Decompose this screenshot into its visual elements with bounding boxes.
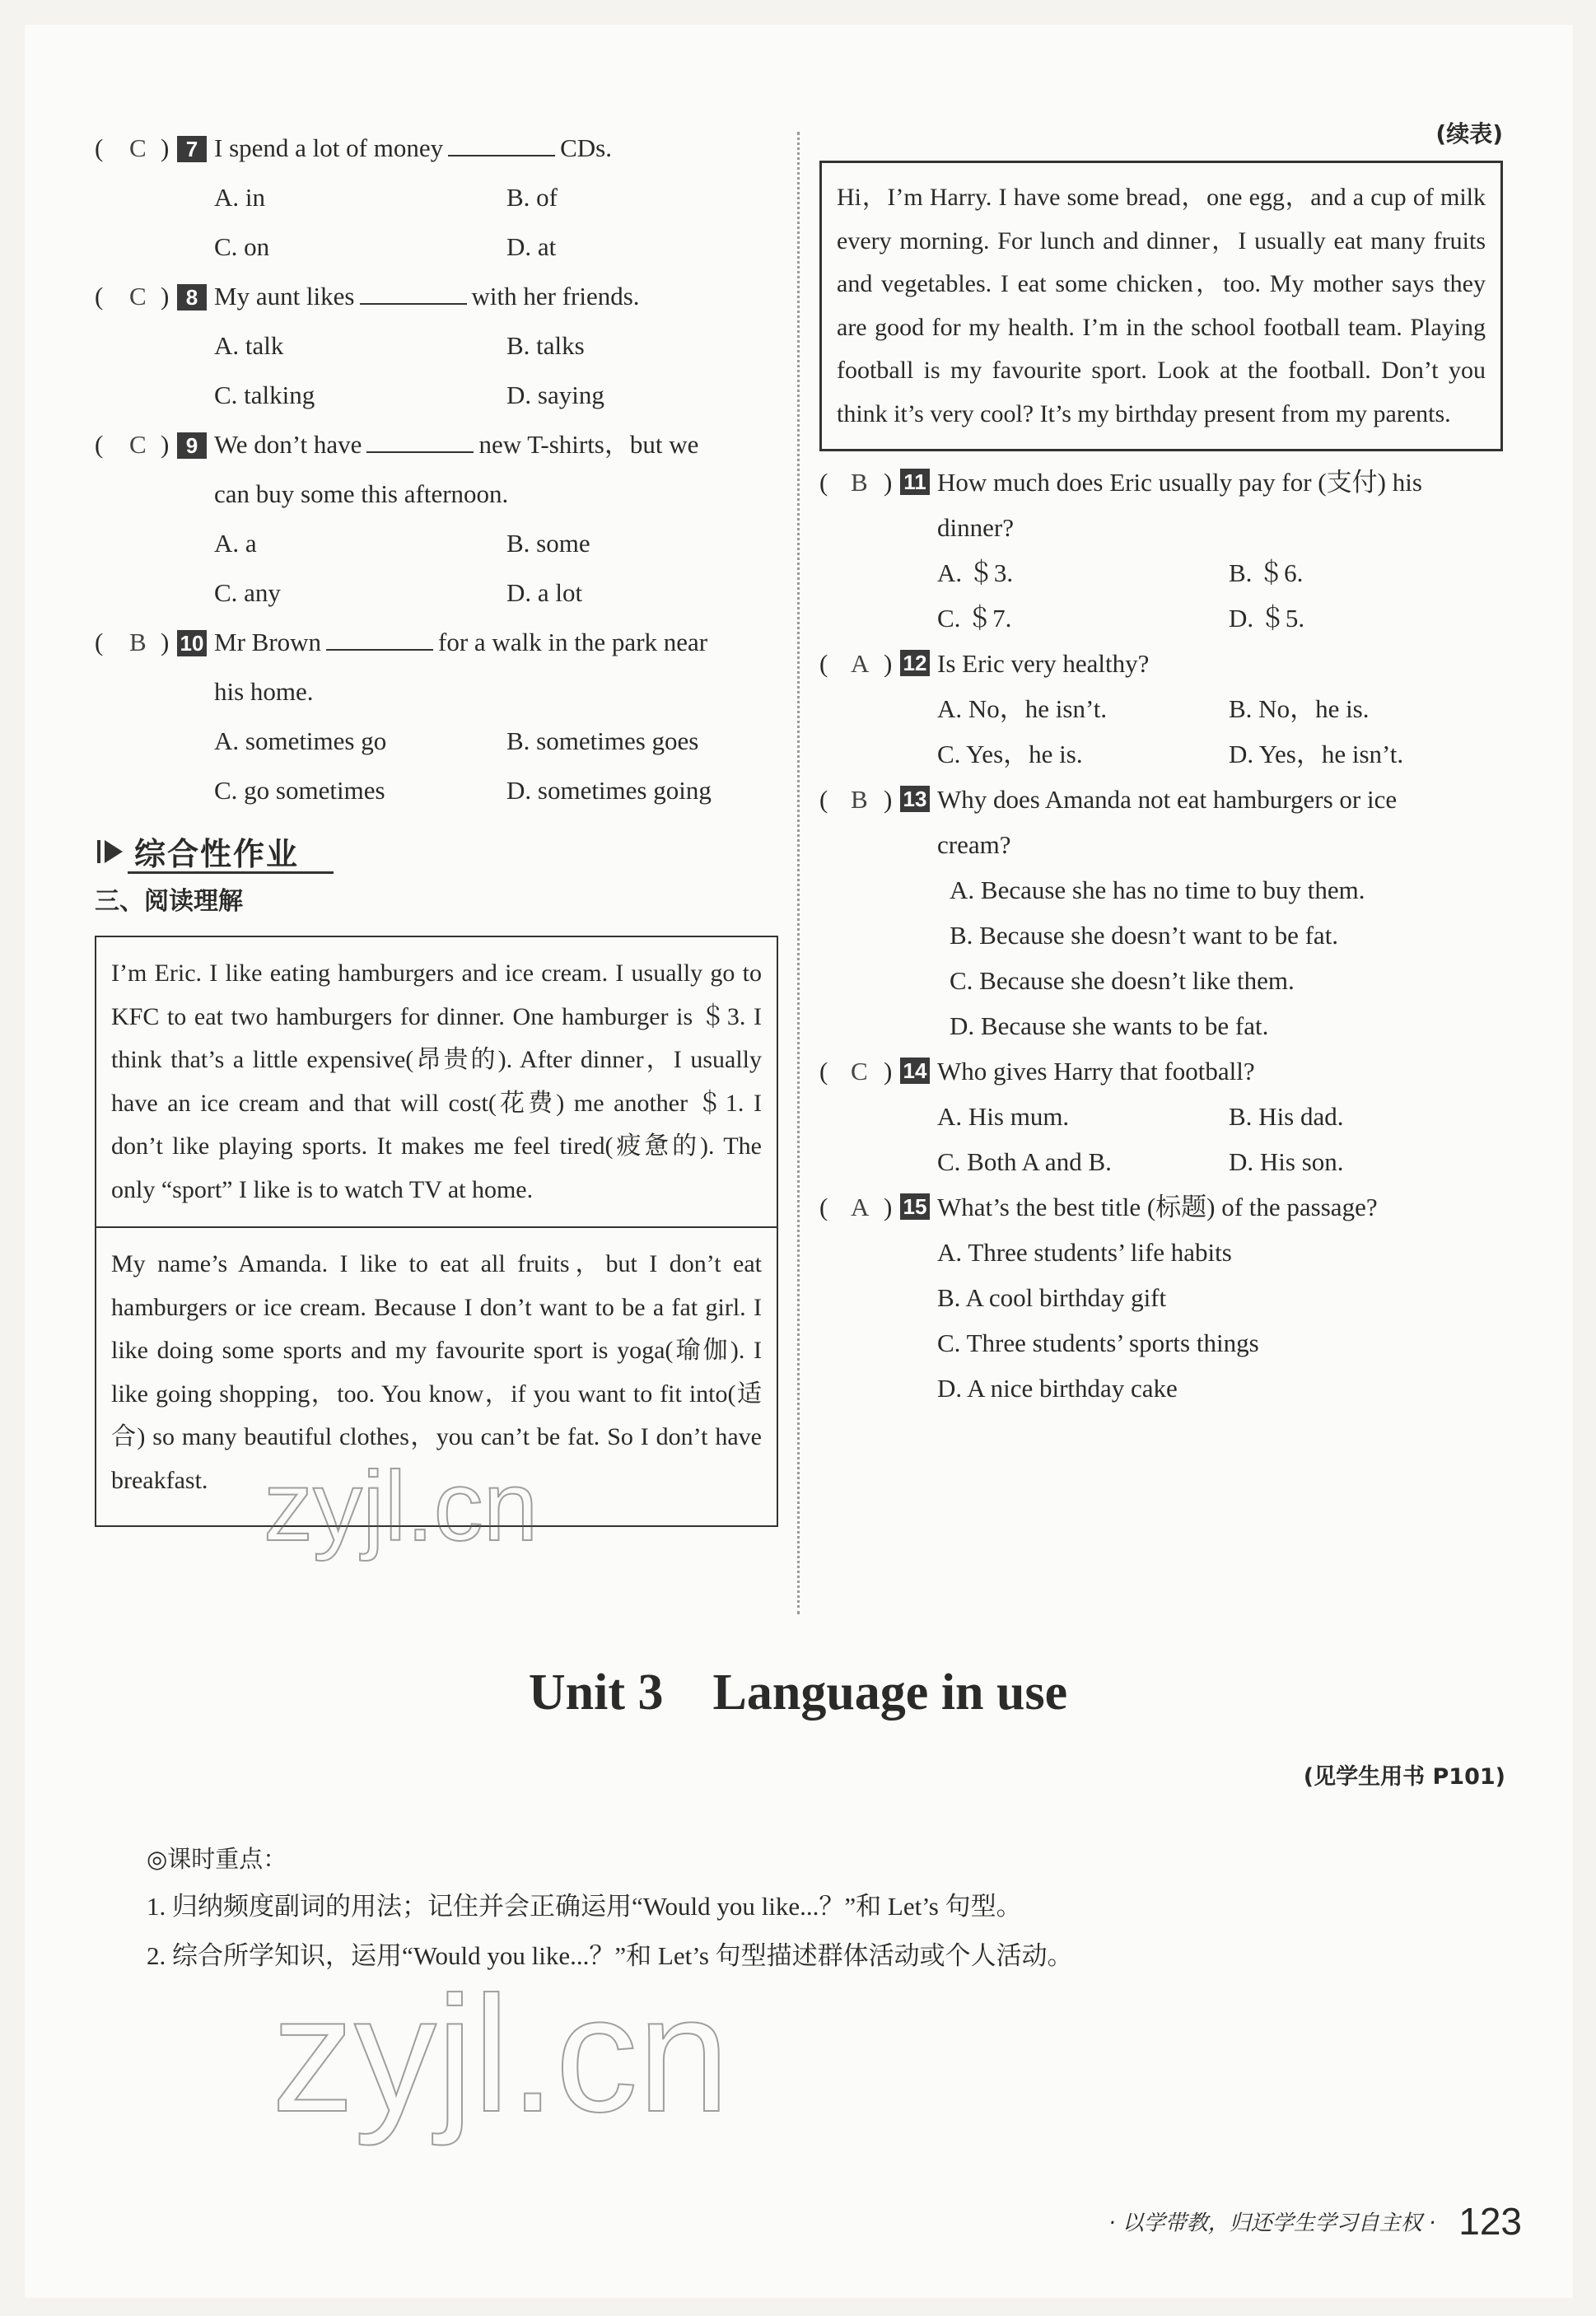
options-row: C. go sometimes D. sometimes going [214, 776, 712, 805]
option: A. Because she has no time to buy them. [950, 876, 1365, 904]
reading-subheading: 三、阅读理解 [95, 887, 243, 916]
option: C. Three students’ sports things [937, 1328, 1259, 1357]
question-stem: Why does Amanda not eat hamburgers or ice [937, 785, 1398, 814]
question-9: ( C ) 9 We don’t have new T-shirts，but we [95, 420, 778, 469]
answer: A [851, 1193, 870, 1221]
question-number-badge: 15 [900, 1193, 930, 1220]
question-number-badge: 13 [900, 786, 930, 812]
options-row: A. in B. of [214, 183, 558, 212]
options-row: C. talking D. saying [214, 381, 604, 409]
question-number-badge: 10 [177, 630, 207, 656]
question-15: ( A ) 15 What’s the best title (标题) of the passage? [819, 1184, 1503, 1230]
question-number-badge: 8 [177, 284, 207, 311]
passage-harry: Hi，I’m Harry. I have some bread，one egg，and a cup of milk every morning. For lunch and dinner，I usually eat many fruits and vegetables. I eat some chicken，too. My mother says they are good for my health. I’m in the school football team. Playing football is my favourite sport. Look at the football. Don’t you think it’s very cool? It’s my birthday present from my parents. [837, 184, 1486, 427]
question-number-badge: 12 [900, 650, 930, 676]
section-underline [128, 871, 334, 874]
key-points [147, 1837, 1464, 1981]
question-13: ( B ) 13 Why does Amanda not eat hamburgers or ice [819, 777, 1503, 822]
options-row: C. on D. at [214, 232, 557, 261]
column-divider [797, 132, 800, 1614]
question-11: ( B ) 11 How much does Eric usually pay for (支付) his [819, 460, 1503, 505]
question-10: ( B ) 10 Mr Brown for a walk in the park near [95, 618, 778, 667]
passage-box-left [95, 936, 778, 1527]
unit-title [0, 1664, 1596, 1722]
question-12: ( A ) 12 Is Eric very healthy? [819, 641, 1503, 686]
left-column [95, 124, 778, 1527]
answer: C [129, 430, 147, 459]
question-8: ( C ) 8 My aunt likes with her friends. [95, 272, 778, 321]
key-points-heading: ◎课时重点： [147, 1845, 287, 1873]
answer: A [851, 649, 870, 678]
footer-slogan: · 以学带教，归还学生学习自主权 · [1108, 2211, 1436, 2236]
answer-blank [366, 427, 474, 453]
options-row: C. any D. a lot [214, 578, 583, 607]
passage-box-right [819, 161, 1503, 451]
question-stem: We don’t have new T-shirts，but we [214, 420, 698, 469]
answer: B [851, 785, 868, 814]
question-stem-continued: his home. [214, 677, 314, 706]
unit-number: Unit 3 [528, 1665, 664, 1721]
options-row: A. a B. some [214, 529, 590, 558]
page-footer [1108, 2199, 1522, 2257]
options-row: A. No，he isn’t. B. No，he is. [937, 694, 1370, 723]
key-point-1: 1. 归纳频度副词的用法；记住并会正确运用“Would you like...？”和 Let’s 句型。 [147, 1892, 1022, 1921]
answer: B [129, 628, 147, 656]
option: B. Because she doesn’t want to be fat. [950, 921, 1339, 950]
answer: B [851, 468, 868, 497]
question-stem: Who gives Harry that football? [937, 1057, 1255, 1086]
options-row: A. His mum. B. His dad. [937, 1102, 1344, 1131]
options-row: C. Both A and B. D. His son. [937, 1147, 1344, 1176]
option: D. Because she wants to be fat. [950, 1011, 1269, 1040]
question-stem: Mr Brown for a walk in the park near [214, 618, 707, 667]
continued-label: (续表) [1435, 120, 1503, 147]
question-stem-continued: dinner? [937, 513, 1014, 542]
option: A. Three students’ life habits [937, 1238, 1232, 1267]
answer-blank [326, 624, 433, 651]
reference-label: (见学生用书 P101) [1303, 1764, 1505, 1790]
passage-eric: I’m Eric. I like eating hamburgers and ice cream. I usually go to KFC to eat two hamburgers for dinner. One hamburger is ＄3. I think that’s a little expensive(昂贵的). After dinner，I usually have an ice cream and that will cost(花费) me another ＄1. I don’t like playing sports. It makes me feel tired(疲惫的). The only “sport” I like is to watch TV at home. [111, 960, 762, 1203]
question-stem: Is Eric very healthy? [937, 649, 1150, 678]
options-row: A. sometimes go B. sometimes goes [214, 726, 699, 755]
question-stem-continued: cream? [937, 830, 1011, 859]
question-stem: I spend a lot of money CDs. [214, 124, 612, 173]
question-14: ( C ) 14 Who gives Harry that football? [819, 1048, 1503, 1094]
options-row: C. ＄7. D. ＄5. [937, 604, 1305, 633]
section-heading [95, 824, 778, 881]
answer: C [129, 133, 147, 162]
page-number: 123 [1458, 2200, 1522, 2243]
option: C. Because she doesn’t like them. [950, 966, 1295, 995]
options-row: A. ＄3. B. ＄6. [937, 558, 1304, 587]
question-number-badge: 9 [177, 432, 207, 459]
question-stem: How much does Eric usually pay for (支付) his [937, 468, 1422, 497]
options-row: C. Yes，he is. D. Yes，he isn’t. [937, 740, 1404, 768]
key-point-2: 2. 综合所学知识，运用“Would you like...？”和 Let’s 句型描述群体活动或个人活动。 [147, 1941, 1073, 1970]
passage-amanda: My name’s Amanda. I like to eat all fruits，but I don’t eat hamburgers or ice cream. Because I don’t want to be a fat girl. I like doing some sports and my favourite sport is yoga(瑜伽). I like going shopping，too. You know，if you want to fit into(适合) so many beautiful clothes，you can’t be fat. So I don’t have breakfast. [111, 1250, 762, 1494]
arrow-right-icon [95, 835, 128, 868]
question-7: ( C ) 7 I spend a lot of money CDs. [95, 124, 778, 173]
right-column [819, 120, 1503, 1411]
question-number-badge: 14 [900, 1058, 930, 1084]
question-number-badge: 11 [900, 469, 930, 495]
option: D. A nice birthday cake [937, 1374, 1178, 1403]
answer-blank [448, 130, 555, 156]
option: B. A cool birthday gift [937, 1283, 1167, 1312]
answer: C [851, 1057, 868, 1086]
answer-blank [360, 278, 467, 305]
section-title: 综合性作业 [134, 836, 300, 872]
question-number-badge: 7 [177, 136, 207, 162]
question-stem-continued: can buy some this afternoon. [214, 479, 509, 508]
question-stem: My aunt likes with her friends. [214, 272, 640, 321]
question-stem: What’s the best title (标题) of the passage? [937, 1193, 1378, 1221]
options-row: A. talk B. talks [214, 331, 585, 360]
answer: C [129, 282, 147, 311]
unit-name: Language in use [712, 1665, 1068, 1721]
